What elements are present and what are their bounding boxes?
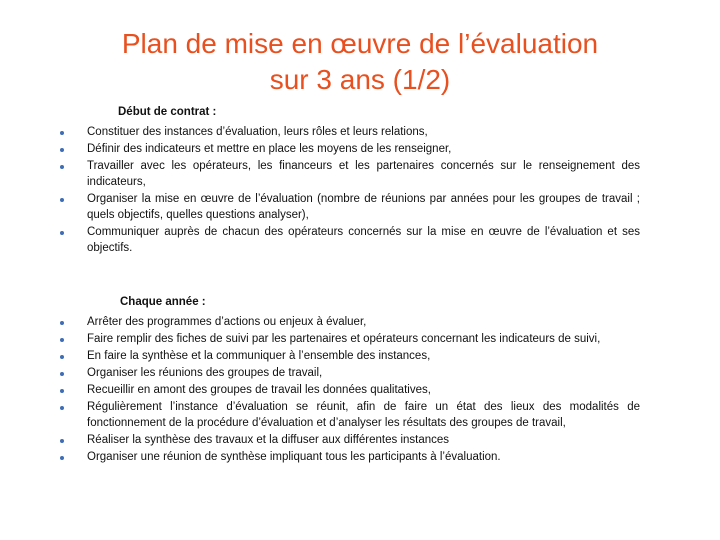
section-debut-de-contrat	[60, 104, 640, 256]
list-item-text: Organiser la mise en œuvre de l’évaluation (nombre de réunions par années pour les groupes de travail ; quels objectifs, quelles questions analyser),	[87, 193, 640, 221]
bullet-icon	[60, 165, 64, 169]
list-item	[60, 365, 640, 381]
list-item-text: Définir des indicateurs et mettre en place les moyens de les renseigner,	[87, 143, 452, 155]
slide-title-line-2: sur 3 ans (1/2)	[269, 64, 451, 95]
list-item	[60, 382, 640, 398]
list-item-text: Réaliser la synthèse des travaux et la diffuser aux différentes instances	[87, 434, 450, 446]
list-item-text: Faire remplir des fiches de suivi par les partenaires et opérateurs concernant les indicateurs de suivi,	[87, 333, 601, 345]
bullet-icon	[60, 406, 64, 410]
list-item	[60, 191, 640, 223]
slide-title	[40, 26, 680, 98]
bullet-icon	[60, 148, 64, 152]
list-item	[60, 124, 640, 140]
list-item	[60, 331, 640, 347]
bullet-icon	[60, 355, 64, 359]
list-item	[60, 158, 640, 190]
list-item	[60, 141, 640, 157]
bullet-icon	[60, 389, 64, 393]
bullet-icon	[60, 372, 64, 376]
list-item-text: Communiquer auprès de chacun des opérateurs concernés sur la mise en œuvre de l’évaluation et ses objectifs.	[87, 226, 640, 254]
list-item	[60, 449, 640, 465]
bullet-icon	[60, 131, 64, 135]
list-item-text: Arrêter des programmes d’actions ou enjeux à évaluer,	[87, 316, 367, 328]
bullet-icon	[60, 439, 64, 443]
list-item	[60, 348, 640, 364]
slide-title-line-1: Plan de mise en œuvre de l’évaluation	[121, 28, 599, 59]
list-item-text: Organiser les réunions des groupes de travail,	[87, 367, 323, 379]
bullet-list	[60, 314, 640, 465]
list-item-text: Constituer des instances d’évaluation, leurs rôles et leurs relations,	[87, 126, 428, 138]
content-block	[60, 104, 640, 503]
list-item-text: Travailler avec les opérateurs, les financeurs et les partenaires concernés sur le renseignement des indicateurs,	[87, 160, 640, 188]
bullet-icon	[60, 198, 64, 202]
bullet-icon	[60, 338, 64, 342]
list-item-text: Régulièrement l’instance d’évaluation se réunit, afin de faire un état des lieux des modalités de fonctionnement de la procédure d’évaluation et d’analyser les résultats des groupes de travail,	[87, 401, 640, 429]
list-item-text: En faire la synthèse et la communiquer à l’ensemble des instances,	[87, 350, 431, 362]
section-heading: Chaque année :	[120, 296, 206, 308]
section-heading: Début de contrat :	[118, 106, 217, 118]
bullet-icon	[60, 231, 64, 235]
list-item	[60, 314, 640, 330]
list-item	[60, 224, 640, 256]
list-item-text: Organiser une réunion de synthèse impliquant tous les participants à l’évaluation.	[87, 451, 501, 463]
list-item-text: Recueillir en amont des groupes de travail les données qualitatives,	[87, 384, 431, 396]
section-chaque-annee	[60, 294, 640, 465]
list-item	[60, 432, 640, 448]
list-item	[60, 399, 640, 431]
bullet-icon	[60, 321, 64, 325]
bullet-icon	[60, 456, 64, 460]
bullet-list	[60, 124, 640, 256]
